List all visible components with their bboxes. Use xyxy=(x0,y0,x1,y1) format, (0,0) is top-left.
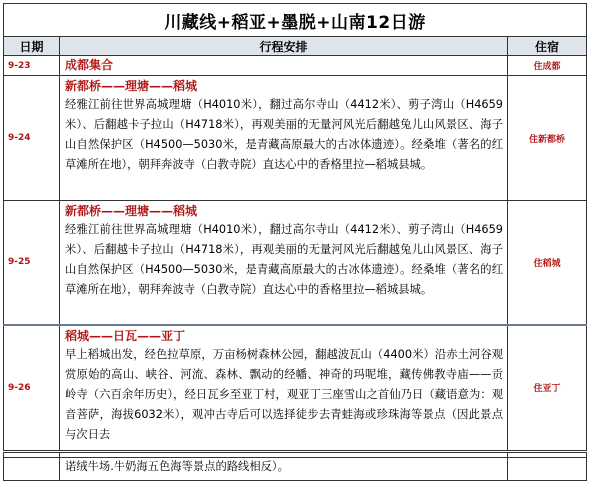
table-row xyxy=(4,458,587,481)
row-itinerary xyxy=(60,56,508,76)
row-stay: 住亚丁 xyxy=(508,325,587,452)
row-stay: 住新都桥 xyxy=(508,76,587,201)
route-description: 经雅江前往世界高城理塘（H4010米），翻过高尔寺山（4412米）、剪子湾山（H4659米）、后翻越卡子拉山（H4718米），再观美丽的无量河风光后翻越兔儿山风景区、海子山自然保护区（H4500—5030米，是青藏高原最大的古冰体遗迹）。经桑堆（著名的红草滩所在地），朝拜奔波寺（白教寺院）直达心中的香格里拉—稻城县城。 xyxy=(65,223,503,296)
row-date xyxy=(4,458,60,481)
table-row xyxy=(4,76,587,201)
row-itinerary xyxy=(60,76,508,201)
row-stay: 住稻城 xyxy=(508,201,587,325)
route-title: 新都桥——理塘——稻城 xyxy=(65,79,198,93)
row-date: 9-24 xyxy=(4,76,60,201)
document-title: 川藏线+稻亚+墨脱+山南12日游 xyxy=(4,4,587,37)
row-itinerary xyxy=(60,201,508,325)
table-row xyxy=(4,56,587,76)
route-description-continued: 诺绒牛场.牛奶海五色海等景点的路线相反）。 xyxy=(65,460,289,473)
route-description: 早上稻城出发，经色拉草原，万亩杨树森林公园，翻越波瓦山（4400米）沿赤土河谷观赏原始的高山、峡谷、河流、森林、飘动的经幡、神奇的玛呢堆，藏传佛教寺庙——贡岭寺（六百余年历史），经日瓦乡至亚丁村，观亚丁三座雪山之首仙乃日（藏语意为：观音菩萨，海拔6032米），观冲古寺后可以选择徒步去青蛙海或珍珠海等景点（因此景点与次日去 xyxy=(65,347,503,441)
table-row xyxy=(4,325,587,452)
header-date: 日期 xyxy=(4,37,60,56)
route-description: 经雅江前往世界高城理塘（H4010米），翻过高尔寺山（4412米）、剪子湾山（H4659米）、后翻越卡子拉山（H4718米），再观美丽的无量河风光后翻越兔儿山风景区、海子山自然保护区（H4500—5030米，是青藏高原最大的古冰体遗迹）。经桑堆（著名的红草滩所在地），朝拜奔波寺（白教寺院）直达心中的香格里拉—稻城县城。 xyxy=(65,98,503,171)
header-stay: 住宿 xyxy=(508,37,587,56)
row-itinerary xyxy=(60,325,508,452)
row-date: 9-26 xyxy=(4,325,60,452)
row-date: 9-25 xyxy=(4,201,60,325)
route-title: 稻城——日瓦——亚丁 xyxy=(65,328,186,343)
table-row xyxy=(4,201,587,325)
header-itinerary: 行程安排 xyxy=(60,37,508,56)
row-itinerary xyxy=(60,458,508,481)
row-stay: 住成都 xyxy=(508,56,587,76)
row-stay xyxy=(508,458,587,481)
route-title: 成都集合 xyxy=(65,58,114,72)
row-date: 9-23 xyxy=(4,56,60,76)
itinerary-table xyxy=(3,3,587,481)
route-title: 新都桥——理塘——稻城 xyxy=(65,204,198,218)
